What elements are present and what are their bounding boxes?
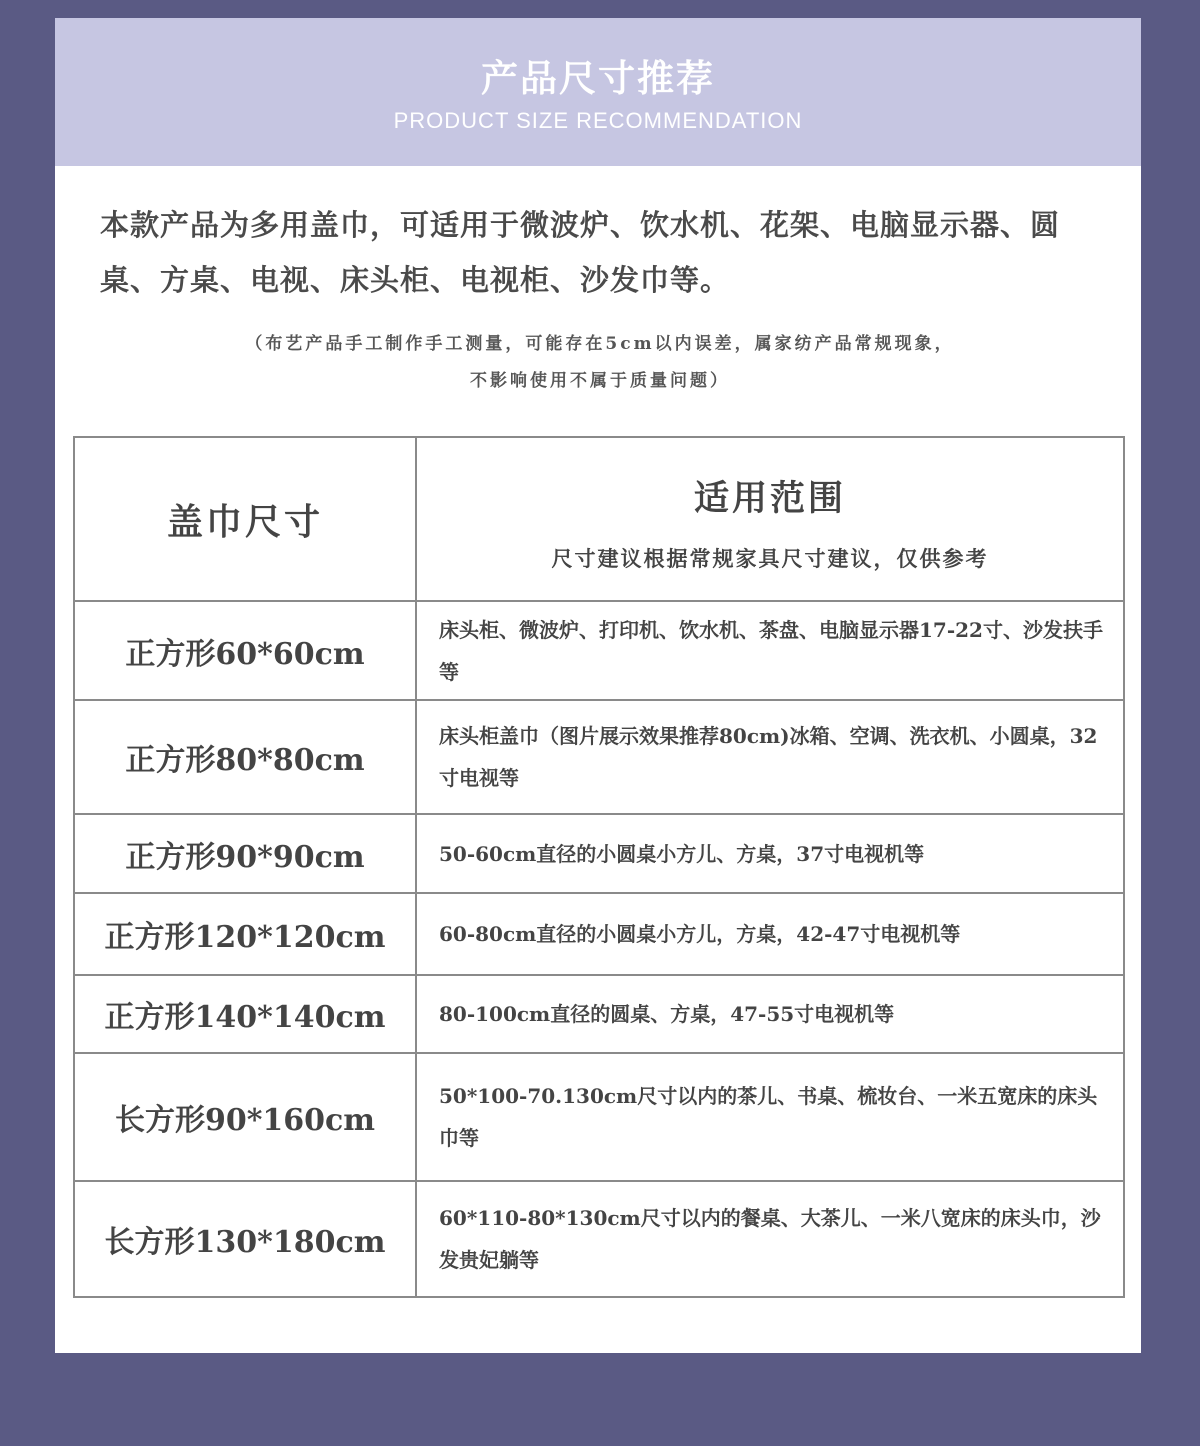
- size-cell: 正方形140*140cm: [74, 975, 416, 1053]
- section-title: 产品尺寸推荐: [481, 57, 715, 100]
- table-row: [74, 1053, 1124, 1181]
- intro-text: 本款产品为多用盖巾，可适用于微波炉、饮水机、花架、电脑显示器、圆桌、方桌、电视、床头柜、电视柜、沙发巾等。: [100, 208, 1061, 297]
- size-cell: 正方形60*60cm: [74, 601, 416, 700]
- table-row: [74, 1181, 1124, 1297]
- usage-cell: 50-60cm直径的小圆桌小方儿、方桌，37寸电视机等: [416, 814, 1124, 893]
- table-row: [74, 814, 1124, 893]
- table-row: [74, 601, 1124, 700]
- disclaimer-note: [95, 326, 1105, 400]
- table-row: [74, 700, 1124, 814]
- usage-cell: 50*100-70.130cm尺寸以内的茶儿、书桌、梳妆台、一米五宽床的床头巾等: [416, 1053, 1124, 1181]
- disclaimer-line-1: （布艺产品手工制作手工测量，可能存在5cm以内误差，属家纺产品常规现象，: [245, 334, 955, 354]
- usage-cell: 60*110-80*130cm尺寸以内的餐桌、大茶儿、一米八宽床的床头巾，沙发贵妃躺等: [416, 1181, 1124, 1297]
- section-subtitle: PRODUCT SIZE RECOMMENDATION: [393, 108, 803, 133]
- content-panel: [55, 18, 1141, 1353]
- size-cell: 正方形120*120cm: [74, 893, 416, 975]
- table-row: [74, 893, 1124, 975]
- usage-cell: 60-80cm直径的小圆桌小方儿，方桌，42-47寸电视机等: [416, 893, 1124, 975]
- header-usage-subtitle: 尺寸建议根据常规家具尺寸建议，仅供参考: [551, 546, 989, 571]
- size-cell: 正方形90*90cm: [74, 814, 416, 893]
- table-header-row: [74, 437, 1124, 601]
- size-cell: 长方形130*180cm: [74, 1181, 416, 1297]
- size-cell: 长方形90*160cm: [74, 1053, 416, 1181]
- header-usage: [416, 437, 1124, 601]
- section-header: [55, 18, 1141, 166]
- header-size: 盖巾尺寸: [74, 437, 416, 601]
- usage-cell: 床头柜、微波炉、打印机、饮水机、茶盘、电脑显示器17-22寸、沙发扶手等: [416, 601, 1124, 700]
- size-cell: 正方形80*80cm: [74, 700, 416, 814]
- table-row: [74, 975, 1124, 1053]
- disclaimer-line-2: 不影响使用不属于质量问题）: [470, 371, 730, 391]
- usage-cell: 80-100cm直径的圆桌、方桌，47-55寸电视机等: [416, 975, 1124, 1053]
- usage-cell: 床头柜盖巾（图片展示效果推荐80cm)冰箱、空调、洗衣机、小圆桌，32寸电视等: [416, 700, 1124, 814]
- header-usage-title: 适用范围: [693, 478, 846, 519]
- size-table: [73, 436, 1125, 1298]
